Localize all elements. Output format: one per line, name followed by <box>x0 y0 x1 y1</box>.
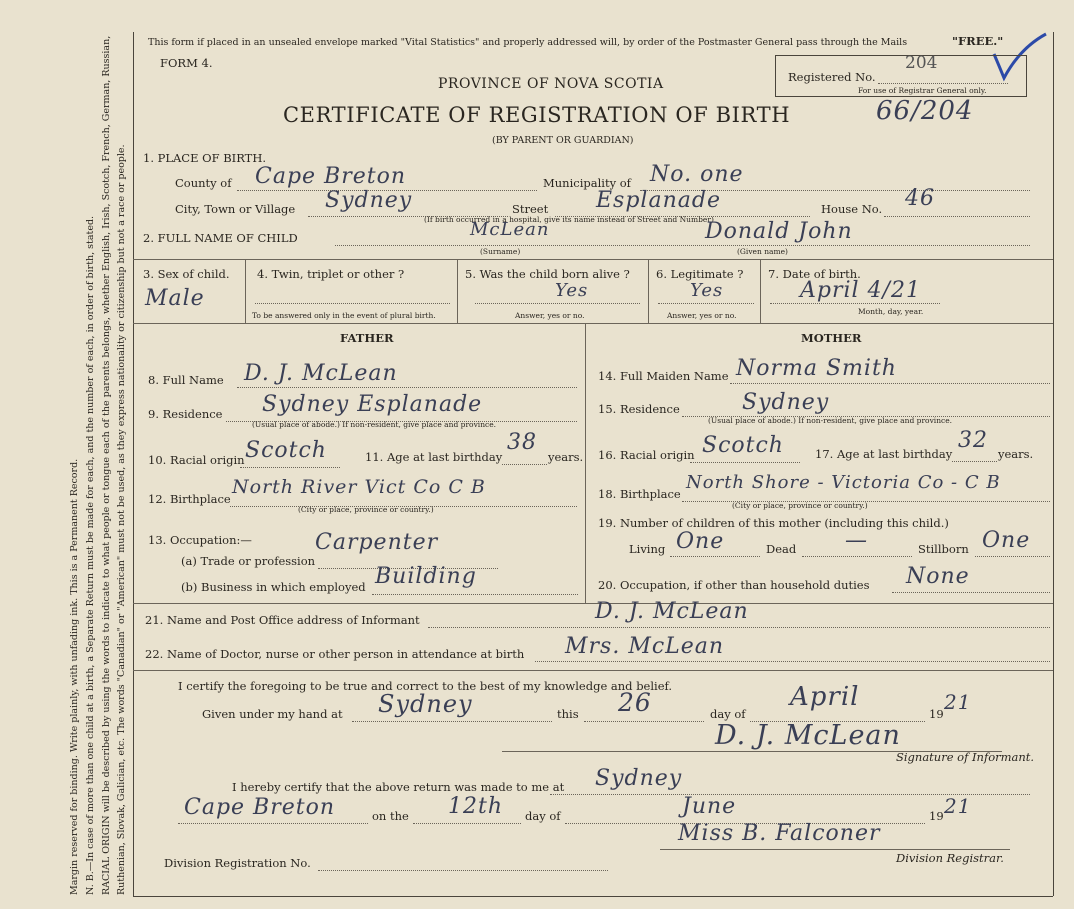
mother-racial-origin-value: Scotch <box>702 433 784 458</box>
father-heading: FATHER <box>340 331 394 345</box>
father-age-value: 38 <box>507 430 537 455</box>
registrar-day-value: 12th <box>448 794 504 819</box>
registered-value: 204 <box>905 53 938 73</box>
on-the-label: on the <box>372 809 409 823</box>
father-age-label: 11. Age at last birthday <box>365 450 503 464</box>
street-label: Street <box>512 202 549 216</box>
house-number-label: House No. <box>821 202 883 216</box>
informant-certify-text: I certify the foregoing to be true and correct to the best of my knowledge and belief. <box>178 679 673 693</box>
alive-answer-note: Answer, yes or no. <box>515 311 585 320</box>
registrar-county-value: Cape Breton <box>184 795 336 820</box>
alive-label: 5. Was the child born alive ? <box>465 267 630 281</box>
legitimate-label: 6. Legitimate ? <box>656 267 744 281</box>
mother-occupation-line <box>892 592 1050 593</box>
registered-label: Registered No. <box>788 70 876 84</box>
county-label: County of <box>175 176 232 190</box>
row3-divider-3 <box>648 259 649 323</box>
registrar-note: For use of Registrar General only. <box>858 86 987 95</box>
date-of-birth-note: Month, day, year. <box>858 307 924 316</box>
registrar-day-of-label: day of <box>525 809 561 823</box>
day-of-label: day of <box>710 707 746 721</box>
date-of-birth-value: April 4/21 <box>800 278 921 303</box>
county-value: Cape Breton <box>255 164 407 189</box>
father-name-value: D. J. McLean <box>244 361 398 386</box>
mother-heading: MOTHER <box>801 331 862 345</box>
sex-value: Male <box>145 286 205 311</box>
house-number-value: 46 <box>905 186 935 211</box>
day-value: 26 <box>618 688 652 717</box>
municipality-label: Municipality of <box>543 176 631 190</box>
row3-divider-2 <box>457 259 458 323</box>
certificate-title: CERTIFICATE OF REGISTRATION OF BIRTH <box>283 103 791 127</box>
division-registration-line <box>318 870 608 871</box>
mother-birthplace-value: North Shore - Victoria Co - C B <box>686 472 1001 493</box>
mother-birthplace-label: 18. Birthplace <box>598 487 681 501</box>
father-business-line <box>372 594 578 595</box>
alive-value: Yes <box>555 280 589 301</box>
father-birthplace-note: (City or place, province or country.) <box>298 505 434 514</box>
registrar-county-line <box>178 823 368 824</box>
informant-top-rule <box>133 603 1053 604</box>
registered-line <box>878 83 1008 84</box>
registrar-day-line <box>413 823 521 824</box>
father-trade-value: Carpenter <box>315 530 439 555</box>
mother-dead-value: — <box>845 528 868 553</box>
month-value: April <box>790 682 860 712</box>
mother-children-label: 19. Number of children of this mother (including this child.) <box>598 516 949 530</box>
father-residence-note: (Usual place of abode.) If non-resident, give place and province. <box>252 420 497 429</box>
mother-residence-note: (Usual place of abode.) If non-resident, give place and province. <box>708 416 953 425</box>
right-border <box>1053 32 1054 896</box>
mother-age-label: 17. Age at last birthday <box>815 447 953 461</box>
father-years-label: years. <box>548 450 584 464</box>
this-label: this <box>557 707 579 721</box>
certificate-subtitle: (BY PARENT OR GUARDIAN) <box>492 135 634 146</box>
mother-occupation-value: None <box>906 564 970 589</box>
mother-residence-label: 15. Residence <box>598 402 680 416</box>
given-place-value: Sydney <box>378 690 473 718</box>
father-racial-origin-value: Scotch <box>245 438 327 463</box>
father-business-label: (b) Business in which employed <box>181 580 366 594</box>
mother-stillborn-line <box>975 556 1050 557</box>
row3-divider-1 <box>245 259 246 323</box>
certify-top-rule <box>133 670 1053 671</box>
informant-label: 21. Name and Post Office address of Informant <box>145 613 420 627</box>
legitimate-value: Yes <box>690 280 724 301</box>
father-birthplace-label: 12. Birthplace <box>148 492 231 506</box>
mother-age-value: 32 <box>958 428 988 453</box>
mother-occupation-label: 20. Occupation, if other than household duties <box>598 578 870 592</box>
left-border <box>133 32 134 896</box>
registrar-certify-text: I hereby certify that the above return was made to me at <box>232 780 565 794</box>
signature-label: Signature of Informant. <box>896 750 1035 764</box>
parents-divider <box>585 323 586 603</box>
mother-living-label: Living <box>629 542 666 556</box>
registrar-place-value: Sydney <box>595 766 683 791</box>
child-name-label: 2. FULL NAME OF CHILD <box>143 231 298 245</box>
date-of-birth-label: 7. Date of birth. <box>768 267 861 281</box>
municipality-value: No. one <box>650 162 744 187</box>
house-number-line <box>884 216 1030 217</box>
twin-line <box>255 303 450 304</box>
father-occupation-label: 13. Occupation:— <box>148 533 252 547</box>
father-age-line <box>502 464 547 465</box>
date-of-birth-line <box>770 303 940 304</box>
father-name-label: 8. Full Name <box>148 373 224 387</box>
given-under-hand-label: Given under my hand at <box>202 707 343 721</box>
child-name-line <box>335 245 1030 246</box>
year-prefix: 19 <box>929 707 944 721</box>
day-line <box>584 721 704 722</box>
mother-living-line <box>670 556 760 557</box>
mother-living-value: One <box>676 529 725 554</box>
doctor-line <box>535 661 1050 662</box>
father-trade-label: (a) Trade or profession <box>181 554 316 568</box>
city-value: Sydney <box>325 188 413 213</box>
legitimate-answer-note: Answer, yes or no. <box>667 311 737 320</box>
informant-line <box>428 627 1050 628</box>
mother-stillborn-value: One <box>982 528 1031 553</box>
handwritten-reference: 66/204 <box>876 96 974 126</box>
given-name-caption: (Given name) <box>737 247 788 256</box>
father-racial-origin-line <box>240 467 340 468</box>
division-registration-label: Division Registration No. <box>164 856 311 870</box>
father-business-value: Building <box>375 564 477 589</box>
row3-top-rule <box>133 259 1053 260</box>
sex-label: 3. Sex of child. <box>143 267 230 281</box>
hospital-note: (If birth occurred in a hospital, give its name instead of Street and Number) <box>424 215 714 224</box>
doctor-value: Mrs. McLean <box>565 634 725 659</box>
mother-name-value: Norma Smith <box>736 356 897 381</box>
informant-value: D. J. McLean <box>595 599 749 624</box>
bottom-border <box>133 896 1053 897</box>
registrar-signature: Miss B. Falconer <box>678 821 881 846</box>
twin-label: 4. Twin, triplet or other ? <box>257 267 405 281</box>
registrar-year-value: 21 <box>944 794 972 818</box>
twin-note: To be answered only in the event of plural birth. <box>252 311 436 320</box>
mother-dead-label: Dead <box>766 542 797 556</box>
given-place-line <box>352 721 552 722</box>
mother-racial-origin-line <box>690 462 800 463</box>
row3-bottom-rule <box>133 323 1053 324</box>
father-name-line <box>237 387 577 388</box>
row3-divider-4 <box>760 259 761 323</box>
form-number: FORM 4. <box>160 56 213 70</box>
margin-note-4: Ruthenian, Slovak, Galician, etc. The words "Canadian" or "American" must not be used, as they express nationality or citizenship but not a race or people. <box>116 144 127 895</box>
province-heading: PROVINCE OF NOVA SCOTIA <box>438 76 664 92</box>
doctor-label: 22. Name of Doctor, nurse or other person in attendance at birth <box>145 647 525 661</box>
father-residence-value: Sydney Esplanade <box>262 392 483 417</box>
year-value: 21 <box>944 690 972 714</box>
mother-stillborn-label: Stillborn <box>918 542 969 556</box>
postal-note: This form if placed in an unsealed envelope marked "Vital Statistics" and properly addressed will, by order of the Postmaster General pass through the Mails <box>148 37 908 48</box>
informant-signature: D. J. McLean <box>715 720 901 751</box>
registrar-year-prefix: 19 <box>929 809 944 823</box>
city-label: City, Town or Village <box>175 202 296 216</box>
mother-years-label: years. <box>998 447 1034 461</box>
child-given-name-value: Donald John <box>705 219 853 244</box>
surname-caption: (Surname) <box>480 247 521 256</box>
registrar-signature-line <box>660 849 1010 850</box>
street-value: Esplanade <box>596 188 721 213</box>
father-birthplace-value: North River Vict Co C B <box>232 476 486 498</box>
mother-birthplace-note: (City or place, province or country.) <box>732 501 868 510</box>
margin-note-1: Margin reserved for binding. Write plainly, with unfading ink. This is a Permanent Record. <box>69 458 80 895</box>
margin-note-2: N. B.—In case of more than one child at a birth, a Separate Return must be made for each, and the number of each, in order of birth, stated. <box>85 215 96 895</box>
mother-age-line <box>952 461 997 462</box>
mother-residence-value: Sydney <box>742 390 830 415</box>
child-surname-value: McLean <box>470 219 550 240</box>
division-registrar-label: Division Registrar. <box>896 851 1004 865</box>
father-racial-origin-label: 10. Racial origin <box>148 453 245 467</box>
registrar-month-value: June <box>682 794 737 819</box>
margin-note-3: RACIAL ORIGIN will be described by using the words to indicate to what people or tongue each of the parents belongs, whether English, Irish, Scotch, French, German, Russian, <box>101 35 112 895</box>
legitimate-line <box>658 303 754 304</box>
alive-line <box>475 303 640 304</box>
mother-racial-origin-label: 16. Racial origin <box>598 448 695 462</box>
postal-free: "FREE." <box>952 34 1004 48</box>
father-residence-label: 9. Residence <box>148 407 223 421</box>
mother-name-line <box>730 383 1050 384</box>
place-of-birth-label: 1. PLACE OF BIRTH. <box>143 151 267 165</box>
mother-name-label: 14. Full Maiden Name <box>598 369 729 383</box>
mother-dead-line <box>802 556 912 557</box>
